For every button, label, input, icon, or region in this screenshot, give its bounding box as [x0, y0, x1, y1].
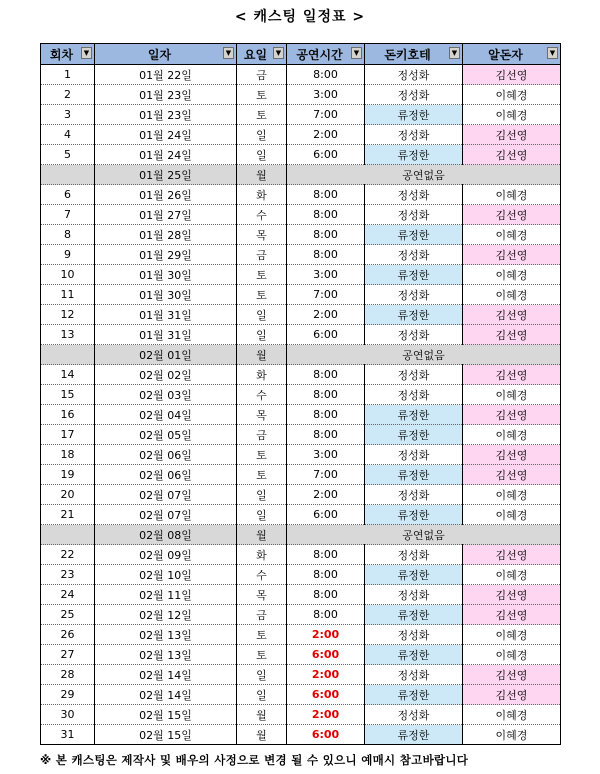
cell-donquixote[interactable]: 류정한	[365, 605, 463, 625]
header-donquixote[interactable]	[365, 44, 463, 65]
cell-aldonza[interactable]: 이혜경	[463, 185, 561, 205]
cell-aldonza[interactable]: 김선영	[463, 585, 561, 605]
cell-donquixote[interactable]: 류정한	[365, 505, 463, 525]
cell-showtime[interactable]: 8:00	[287, 405, 365, 425]
cell-session[interactable]: 27	[41, 645, 95, 665]
cell-donquixote[interactable]: 류정한	[365, 265, 463, 285]
footer-note: ※ 본 캐스팅은 제작사 및 배우의 사정으로 변경 될 수 있으니 예매시 참고바랍니다	[40, 753, 469, 767]
header-label: 회차	[49, 47, 74, 62]
cell-date[interactable]: 01월 28일	[95, 225, 237, 245]
cell-aldonza[interactable]: 이혜경	[463, 725, 561, 745]
table-row	[41, 245, 561, 265]
cell-donquixote[interactable]: 정성화	[365, 205, 463, 225]
table-row	[41, 405, 561, 425]
cell-session[interactable]: 6	[41, 185, 95, 205]
cell-date[interactable]: 02월 11일	[95, 585, 237, 605]
cell-date[interactable]: 02월 14일	[95, 685, 237, 705]
table-row	[41, 85, 561, 105]
cell-date[interactable]: 02월 15일	[95, 725, 237, 745]
cell-showtime[interactable]: 3:00	[287, 85, 365, 105]
cell-aldonza[interactable]: 이혜경	[463, 505, 561, 525]
cell-date[interactable]: 01월 24일	[95, 145, 237, 165]
cell-weekday[interactable]: 금	[237, 65, 287, 85]
cell-session[interactable]: 22	[41, 545, 95, 565]
header-date[interactable]	[95, 44, 237, 65]
cell-session[interactable]: 8	[41, 225, 95, 245]
cell-session[interactable]: 17	[41, 425, 95, 445]
table-row	[41, 485, 561, 505]
cell-weekday[interactable]: 목	[237, 585, 287, 605]
table-row	[41, 105, 561, 125]
cell-showtime[interactable]: 2:00	[287, 665, 365, 685]
cell-donquixote[interactable]: 류정한	[365, 645, 463, 665]
casting-table	[40, 43, 561, 745]
filter-dropdown-icon[interactable]: ▼	[223, 47, 234, 59]
table-row-no-show	[41, 525, 561, 545]
cell-session[interactable]	[41, 165, 95, 185]
cell-weekday[interactable]: 일	[237, 665, 287, 685]
table-row	[41, 425, 561, 445]
cell-donquixote[interactable]: 류정한	[365, 105, 463, 125]
cell-weekday[interactable]: 토	[237, 285, 287, 305]
cell-weekday[interactable]: 토	[237, 85, 287, 105]
cell-showtime[interactable]: 8:00	[287, 65, 365, 85]
cell-showtime[interactable]: 8:00	[287, 185, 365, 205]
cell-showtime[interactable]: 7:00	[287, 285, 365, 305]
cell-aldonza[interactable]: 김선영	[463, 405, 561, 425]
cell-date[interactable]: 02월 13일	[95, 625, 237, 645]
table-row	[41, 625, 561, 645]
table-row	[41, 325, 561, 345]
cell-donquixote[interactable]: 정성화	[365, 285, 463, 305]
cell-date[interactable]: 01월 23일	[95, 105, 237, 125]
cell-date[interactable]: 02월 13일	[95, 645, 237, 665]
table-row	[41, 545, 561, 565]
cell-weekday[interactable]: 화	[237, 365, 287, 385]
filter-dropdown-icon[interactable]: ▼	[547, 47, 558, 59]
cell-session[interactable]: 31	[41, 725, 95, 745]
cell-donquixote[interactable]: 정성화	[365, 65, 463, 85]
cell-donquixote[interactable]: 정성화	[365, 385, 463, 405]
table-row	[41, 65, 561, 85]
cell-showtime[interactable]: 6:00	[287, 685, 365, 705]
cell-donquixote[interactable]: 정성화	[365, 85, 463, 105]
cell-weekday[interactable]: 수	[237, 385, 287, 405]
cell-aldonza[interactable]: 이혜경	[463, 485, 561, 505]
header-row	[41, 44, 561, 65]
cell-donquixote[interactable]: 정성화	[365, 125, 463, 145]
table-row	[41, 505, 561, 525]
cell-weekday[interactable]: 화	[237, 185, 287, 205]
cell-date[interactable]: 02월 02일	[95, 365, 237, 385]
table-row	[41, 145, 561, 165]
cell-no-show-note[interactable]: 공연없음	[287, 525, 561, 545]
cell-weekday[interactable]: 월	[237, 725, 287, 745]
cell-donquixote[interactable]: 정성화	[365, 325, 463, 345]
cell-aldonza[interactable]: 이혜경	[463, 285, 561, 305]
cell-session[interactable]: 16	[41, 405, 95, 425]
table-row	[41, 705, 561, 725]
cell-showtime[interactable]: 6:00	[287, 325, 365, 345]
cell-date[interactable]: 02월 01일	[95, 345, 237, 365]
cell-aldonza[interactable]: 이혜경	[463, 625, 561, 645]
cell-donquixote[interactable]: 류정한	[365, 685, 463, 705]
cell-donquixote[interactable]: 정성화	[365, 545, 463, 565]
cell-date[interactable]: 01월 29일	[95, 245, 237, 265]
cell-aldonza[interactable]: 김선영	[463, 365, 561, 385]
cell-session[interactable]: 4	[41, 125, 95, 145]
cell-weekday[interactable]: 일	[237, 485, 287, 505]
cell-aldonza[interactable]: 이혜경	[463, 645, 561, 665]
cell-session[interactable]: 7	[41, 205, 95, 225]
cell-showtime[interactable]: 8:00	[287, 565, 365, 585]
cell-date[interactable]: 01월 31일	[95, 325, 237, 345]
cell-weekday[interactable]: 일	[237, 685, 287, 705]
table-row	[41, 185, 561, 205]
cell-aldonza[interactable]: 김선영	[463, 65, 561, 85]
cell-donquixote[interactable]: 정성화	[365, 245, 463, 265]
cell-weekday[interactable]: 일	[237, 325, 287, 345]
filter-dropdown-icon[interactable]: ▼	[449, 47, 460, 59]
cell-showtime[interactable]: 8:00	[287, 205, 365, 225]
cell-showtime[interactable]: 8:00	[287, 385, 365, 405]
cell-aldonza[interactable]: 이혜경	[463, 425, 561, 445]
cell-aldonza[interactable]: 이혜경	[463, 105, 561, 125]
cell-showtime[interactable]: 6:00	[287, 145, 365, 165]
header-showtime[interactable]	[287, 44, 365, 65]
cell-date[interactable]: 02월 05일	[95, 425, 237, 445]
cell-aldonza[interactable]: 이혜경	[463, 85, 561, 105]
cell-session[interactable]	[41, 345, 95, 365]
header-weekday[interactable]	[237, 44, 287, 65]
cell-date[interactable]: 02월 08일	[95, 525, 237, 545]
cell-date[interactable]: 02월 09일	[95, 545, 237, 565]
cell-date[interactable]: 01월 27일	[95, 205, 237, 225]
cell-showtime[interactable]: 8:00	[287, 245, 365, 265]
cell-showtime[interactable]: 7:00	[287, 465, 365, 485]
cell-session[interactable]: 19	[41, 465, 95, 485]
table-row	[41, 725, 561, 745]
table-row	[41, 585, 561, 605]
filter-dropdown-icon[interactable]: ▼	[273, 47, 284, 59]
cell-weekday[interactable]: 금	[237, 245, 287, 265]
cell-weekday[interactable]: 금	[237, 605, 287, 625]
cell-session[interactable]: 24	[41, 585, 95, 605]
table-row	[41, 225, 561, 245]
filter-dropdown-icon[interactable]: ▼	[351, 47, 362, 59]
cell-session[interactable]: 2	[41, 85, 95, 105]
cell-session[interactable]: 5	[41, 145, 95, 165]
cell-session[interactable]: 13	[41, 325, 95, 345]
cell-no-show-note[interactable]: 공연없음	[287, 165, 561, 185]
cell-aldonza[interactable]: 김선영	[463, 605, 561, 625]
header-label: 일자	[147, 47, 172, 62]
cell-weekday[interactable]: 토	[237, 105, 287, 125]
cell-weekday[interactable]: 목	[237, 405, 287, 425]
cell-weekday[interactable]: 일	[237, 505, 287, 525]
cell-session[interactable]: 18	[41, 445, 95, 465]
cell-weekday[interactable]: 토	[237, 465, 287, 485]
cell-date[interactable]: 02월 14일	[95, 665, 237, 685]
cell-aldonza[interactable]: 이혜경	[463, 225, 561, 245]
table-row	[41, 205, 561, 225]
cell-session[interactable]: 12	[41, 305, 95, 325]
table-row	[41, 445, 561, 465]
table-body	[41, 65, 561, 745]
header-label: 공연시간	[296, 47, 343, 62]
cell-weekday[interactable]: 일	[237, 125, 287, 145]
cell-donquixote[interactable]: 류정한	[365, 305, 463, 325]
table-row	[41, 565, 561, 585]
cell-session[interactable]: 10	[41, 265, 95, 285]
table-row	[41, 685, 561, 705]
cell-showtime[interactable]: 8:00	[287, 605, 365, 625]
table-row	[41, 385, 561, 405]
cell-weekday[interactable]: 수	[237, 565, 287, 585]
cell-date[interactable]: 02월 15일	[95, 705, 237, 725]
cell-weekday[interactable]: 토	[237, 445, 287, 465]
cell-donquixote[interactable]: 정성화	[365, 665, 463, 685]
cell-donquixote[interactable]: 정성화	[365, 485, 463, 505]
cell-date[interactable]: 02월 12일	[95, 605, 237, 625]
cell-date[interactable]: 02월 06일	[95, 445, 237, 465]
cell-date[interactable]: 01월 31일	[95, 305, 237, 325]
cell-session[interactable]: 14	[41, 365, 95, 385]
cell-showtime[interactable]: 6:00	[287, 645, 365, 665]
cell-donquixote[interactable]: 류정한	[365, 465, 463, 485]
cell-showtime[interactable]: 7:00	[287, 105, 365, 125]
cell-weekday[interactable]: 월	[237, 165, 287, 185]
cell-aldonza[interactable]: 김선영	[463, 685, 561, 705]
cell-session[interactable]	[41, 525, 95, 545]
cell-showtime[interactable]: 2:00	[287, 705, 365, 725]
cell-date[interactable]: 01월 26일	[95, 185, 237, 205]
cell-session[interactable]: 23	[41, 565, 95, 585]
cell-session[interactable]: 26	[41, 625, 95, 645]
cell-date[interactable]: 02월 07일	[95, 505, 237, 525]
table-row	[41, 285, 561, 305]
cell-showtime[interactable]: 3:00	[287, 445, 365, 465]
cell-session[interactable]: 11	[41, 285, 95, 305]
cell-session[interactable]: 25	[41, 605, 95, 625]
cell-date[interactable]: 01월 22일	[95, 65, 237, 85]
cell-aldonza[interactable]: 김선영	[463, 665, 561, 685]
cell-date[interactable]: 02월 07일	[95, 485, 237, 505]
cell-aldonza[interactable]: 김선영	[463, 545, 561, 565]
cell-showtime[interactable]: 8:00	[287, 585, 365, 605]
table-row-no-show	[41, 345, 561, 365]
table-row	[41, 465, 561, 485]
cell-session[interactable]: 3	[41, 105, 95, 125]
cell-weekday[interactable]: 화	[237, 545, 287, 565]
cell-donquixote[interactable]: 정성화	[365, 185, 463, 205]
cell-weekday[interactable]: 토	[237, 625, 287, 645]
cell-session[interactable]: 21	[41, 505, 95, 525]
cell-donquixote[interactable]: 류정한	[365, 425, 463, 445]
cell-date[interactable]: 01월 30일	[95, 265, 237, 285]
cell-showtime[interactable]: 3:00	[287, 265, 365, 285]
cell-weekday[interactable]: 토	[237, 645, 287, 665]
cell-session[interactable]: 30	[41, 705, 95, 725]
cell-aldonza[interactable]: 김선영	[463, 145, 561, 165]
cell-aldonza[interactable]: 김선영	[463, 465, 561, 485]
cell-showtime[interactable]: 6:00	[287, 505, 365, 525]
cell-showtime[interactable]: 2:00	[287, 125, 365, 145]
cell-showtime[interactable]: 8:00	[287, 225, 365, 245]
cell-session[interactable]: 20	[41, 485, 95, 505]
cell-donquixote[interactable]: 류정한	[365, 405, 463, 425]
cell-donquixote[interactable]: 류정한	[365, 225, 463, 245]
cell-date[interactable]: 02월 10일	[95, 565, 237, 585]
cell-date[interactable]: 01월 30일	[95, 285, 237, 305]
cell-aldonza[interactable]: 김선영	[463, 325, 561, 345]
filter-dropdown-icon[interactable]: ▼	[81, 47, 92, 59]
table-row-no-show	[41, 165, 561, 185]
cell-session[interactable]: 1	[41, 65, 95, 85]
cell-showtime[interactable]: 8:00	[287, 365, 365, 385]
cell-weekday[interactable]: 일	[237, 305, 287, 325]
cell-aldonza[interactable]: 이혜경	[463, 265, 561, 285]
cell-donquixote[interactable]: 류정한	[365, 565, 463, 585]
cell-session[interactable]: 9	[41, 245, 95, 265]
cell-weekday[interactable]: 금	[237, 425, 287, 445]
cell-aldonza[interactable]: 김선영	[463, 125, 561, 145]
table-row	[41, 265, 561, 285]
cell-date[interactable]: 02월 04일	[95, 405, 237, 425]
cell-no-show-note[interactable]: 공연없음	[287, 345, 561, 365]
cell-aldonza[interactable]: 이혜경	[463, 565, 561, 585]
cell-aldonza[interactable]: 이혜경	[463, 705, 561, 725]
cell-date[interactable]: 01월 24일	[95, 125, 237, 145]
cell-donquixote[interactable]: 류정한	[365, 145, 463, 165]
page-title: < 캐스팅 일정표 >	[234, 9, 366, 25]
cell-weekday[interactable]: 수	[237, 205, 287, 225]
cell-aldonza[interactable]: 김선영	[463, 205, 561, 225]
cell-aldonza[interactable]: 이혜경	[463, 385, 561, 405]
cell-showtime[interactable]: 2:00	[287, 485, 365, 505]
table-row	[41, 605, 561, 625]
cell-showtime[interactable]: 8:00	[287, 425, 365, 445]
cell-session[interactable]: 28	[41, 665, 95, 685]
cell-weekday[interactable]: 월	[237, 525, 287, 545]
cell-donquixote[interactable]: 정성화	[365, 585, 463, 605]
cell-donquixote[interactable]: 류정한	[365, 725, 463, 745]
cell-donquixote[interactable]: 정성화	[365, 365, 463, 385]
header-aldonza[interactable]	[463, 44, 561, 65]
cell-donquixote[interactable]: 정성화	[365, 705, 463, 725]
header-label: 알돈자	[488, 47, 523, 62]
cell-weekday[interactable]: 목	[237, 225, 287, 245]
cell-showtime[interactable]: 2:00	[287, 625, 365, 645]
cell-session[interactable]: 29	[41, 685, 95, 705]
header-label: 돈키호테	[384, 47, 431, 62]
table-row	[41, 305, 561, 325]
cell-aldonza[interactable]: 김선영	[463, 245, 561, 265]
cell-showtime[interactable]: 6:00	[287, 725, 365, 745]
cell-weekday[interactable]: 월	[237, 345, 287, 365]
cell-date[interactable]: 01월 25일	[95, 165, 237, 185]
cell-donquixote[interactable]: 정성화	[365, 625, 463, 645]
cell-weekday[interactable]: 토	[237, 265, 287, 285]
table-row	[41, 125, 561, 145]
table-row	[41, 365, 561, 385]
header-session[interactable]	[41, 44, 95, 65]
cell-aldonza[interactable]: 김선영	[463, 305, 561, 325]
cell-session[interactable]: 15	[41, 385, 95, 405]
cell-date[interactable]: 01월 23일	[95, 85, 237, 105]
table-row	[41, 645, 561, 665]
cell-date[interactable]: 02월 03일	[95, 385, 237, 405]
cell-donquixote[interactable]: 정성화	[365, 445, 463, 465]
cell-showtime[interactable]: 8:00	[287, 545, 365, 565]
cell-weekday[interactable]: 월	[237, 705, 287, 725]
table-row	[41, 665, 561, 685]
cell-weekday[interactable]: 일	[237, 145, 287, 165]
cell-aldonza[interactable]: 김선영	[463, 445, 561, 465]
header-label: 요일	[243, 47, 268, 62]
cell-date[interactable]: 02월 06일	[95, 465, 237, 485]
cell-showtime[interactable]: 2:00	[287, 305, 365, 325]
